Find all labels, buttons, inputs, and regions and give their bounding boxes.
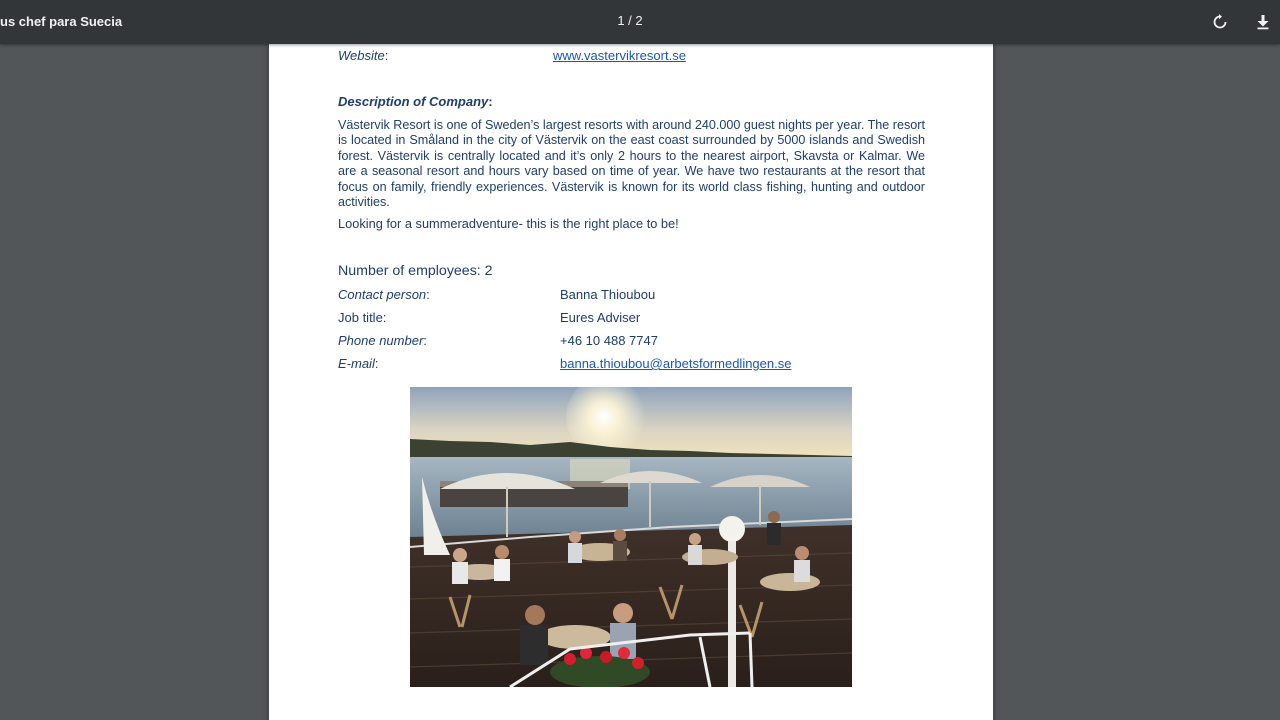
job-title-label: Job title:	[338, 310, 387, 325]
document-title: us chef para Suecia	[0, 14, 123, 29]
website-link[interactable]: www.vastervikresort.se	[553, 48, 686, 63]
employees-count: Number of employees: 2	[338, 263, 493, 279]
pdf-viewer[interactable]	[0, 44, 1280, 720]
pdf-page	[269, 44, 993, 720]
tagline: Looking for a summeradventure- this is the right place to be!	[338, 216, 679, 231]
description-body: Västervik Resort is one of Sweden’s largest resorts with around 240.000 guest nights per year. The resort is located in Småland in the city of Västervik on the east coast surrounded by 5000 islands and Swedish forest. Västervik is centrally located and it’s only 2 hours to the nearest airport, Skavsta or Kalmar. We are a seasonal resort and hours vary based on time of year. We have two restaurants at the resort that focus on family, friendly experiences. Västervik is known for its world class fishing, hunting and outdoor activities.	[338, 118, 925, 210]
website-label: Website:	[338, 48, 389, 63]
page-indicator: 1 / 2	[617, 13, 643, 28]
email-link[interactable]: banna.thioubou@arbetsformedlingen.se	[560, 356, 792, 371]
job-title-value: Eures Adviser	[560, 310, 641, 325]
rotate-icon[interactable]	[1208, 10, 1232, 34]
description-label: Description of Company:	[338, 94, 493, 109]
resort-terrace-photo	[410, 387, 852, 687]
download-icon[interactable]	[1251, 10, 1275, 34]
phone-value: +46 10 488 7747	[560, 333, 658, 348]
email-label: E-mail:	[338, 356, 379, 371]
phone-label: Phone number:	[338, 333, 427, 348]
contact-label: Contact person:	[338, 287, 430, 302]
pdf-toolbar	[0, 0, 1280, 44]
contact-value: Banna Thioubou	[560, 287, 656, 302]
